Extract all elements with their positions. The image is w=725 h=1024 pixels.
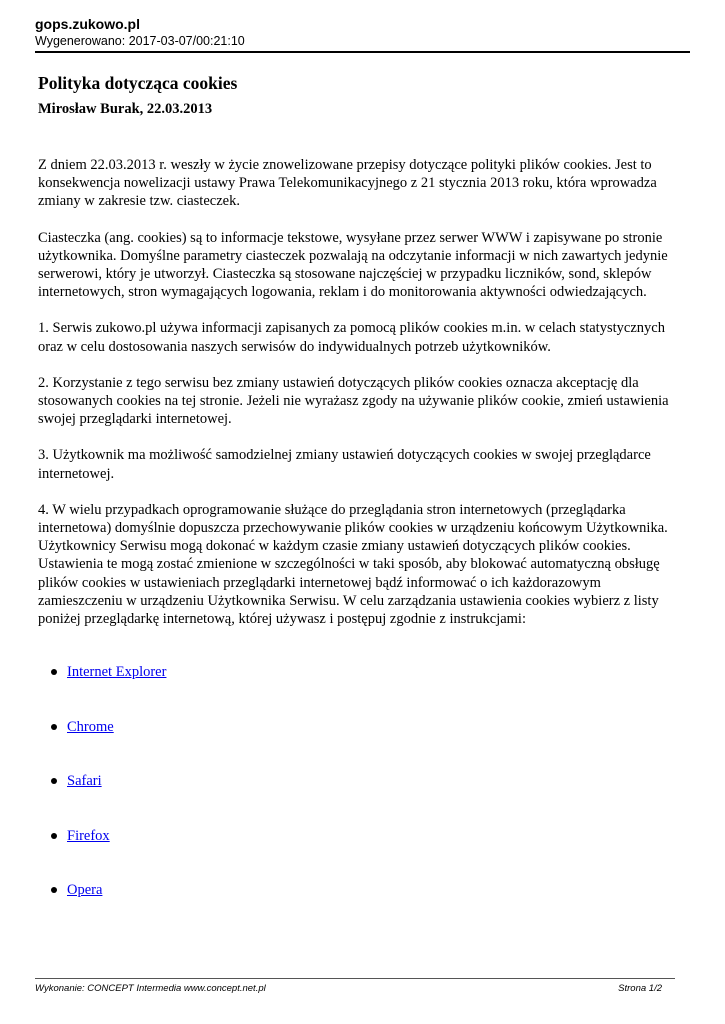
- paragraph-cookies-definition: Ciasteczka (ang. cookies) są to informacje tekstowe, wysyłane przez serwer WWW i zapisywane po stronie użytkownika. Domyślne parametry ciasteczek pozwalają na odczytanie informacji w nich zawartych jedynie serwerowi, który je utworzył. Ciasteczka są stosowane najczęściej w przypadku liczników, sond, sklepów internetowych, stron wymagających logowania, reklam i do monitorowania aktywności odwiedzających.: [38, 229, 668, 301]
- list-item: [38, 771, 678, 791]
- browser-list: [38, 662, 678, 900]
- article-content: [38, 72, 678, 935]
- article-author: Mirosław Burak, 22.03.2013: [38, 101, 213, 117]
- list-item: [38, 662, 678, 682]
- list-item: [38, 826, 678, 846]
- link-internet-explorer[interactable]: Internet Explorer: [67, 664, 167, 681]
- generated-timestamp: Wygenerowano: 2017-03-07/00:21:10: [35, 34, 245, 48]
- paragraph-point-2: 2. Korzystanie z tego serwisu bez zmiany ustawień dotyczących plików cookies oznacza akceptację dla stosowanych cookies na tej stronie. Jeżeli nie wyrażasz zgody na używanie plików cookie, zmień ustawienia swojej przeglądarki internetowej.: [38, 374, 669, 428]
- paragraph-intro: Z dniem 22.03.2013 r. weszły w życie znowelizowane przepisy dotyczące polityki plików cookies. Jest to konsekwencja nowelizacji ustawy Prawa Telekomunikacyjnego z 21 stycznia 2013 roku, która wprowadza zmiany w zakresie tzw. ciasteczek.: [38, 157, 657, 210]
- paragraph-point-3: 3. Użytkownik ma możliwość samodzielnej zmiany ustawień dotyczących cookies w swojej przeglądarce internetowej.: [38, 447, 651, 482]
- link-firefox[interactable]: Firefox: [67, 827, 110, 844]
- paragraph-point-4: 4. W wielu przypadkach oprogramowanie służące do przeglądania stron internetowych (przeglądarka internetowa) domyślnie dopuszcza przechowywanie plików cookies w urządzeniu końcowym Użytkownika. Użytkownicy Serwisu mogą dokonać w każdym czasie zmiany ustawień dotyczących plików cookies. Ustawienia te mogą zostać zmienione w szczególności w taki sposób, aby blokować automatyczną obsługę plików cookies w ustawieniach przeglądarki internetowej bądź informować o ich każdorazowym zamieszczeniu w urządzeniu Użytkownika Serwisu. W celu zarządzania ustawienia cookies wybierz z listy poniżej przeglądarkę internetową, której używasz i postępuj zgodnie z instrukcjami:: [38, 501, 668, 628]
- link-safari[interactable]: Safari: [67, 773, 102, 790]
- link-opera[interactable]: Opera: [67, 882, 103, 899]
- bullet-icon: [51, 669, 57, 675]
- bullet-icon: [51, 833, 57, 839]
- link-chrome[interactable]: Chrome: [67, 718, 114, 735]
- page-title: Polityka dotycząca cookies: [38, 73, 238, 93]
- footer-credit: Wykonanie: CONCEPT Intermedia www.concept.net.pl: [35, 983, 266, 994]
- page-header: [35, 15, 690, 49]
- page-number: Strona 1/2: [618, 983, 662, 994]
- bullet-icon: [51, 887, 57, 893]
- list-item: [38, 880, 678, 900]
- site-name: gops.zukowo.pl: [35, 16, 140, 32]
- bullet-icon: [51, 724, 57, 730]
- header-divider: [35, 51, 690, 53]
- footer-divider: [35, 978, 675, 979]
- bullet-icon: [51, 778, 57, 784]
- paragraph-point-1: 1. Serwis zukowo.pl używa informacji zapisanych za pomocą plików cookies m.in. w celach statystycznych oraz w celu dostosowania naszych serwisów do indywidualnych potrzeb użytkowników.: [38, 320, 665, 355]
- list-item: [38, 717, 678, 737]
